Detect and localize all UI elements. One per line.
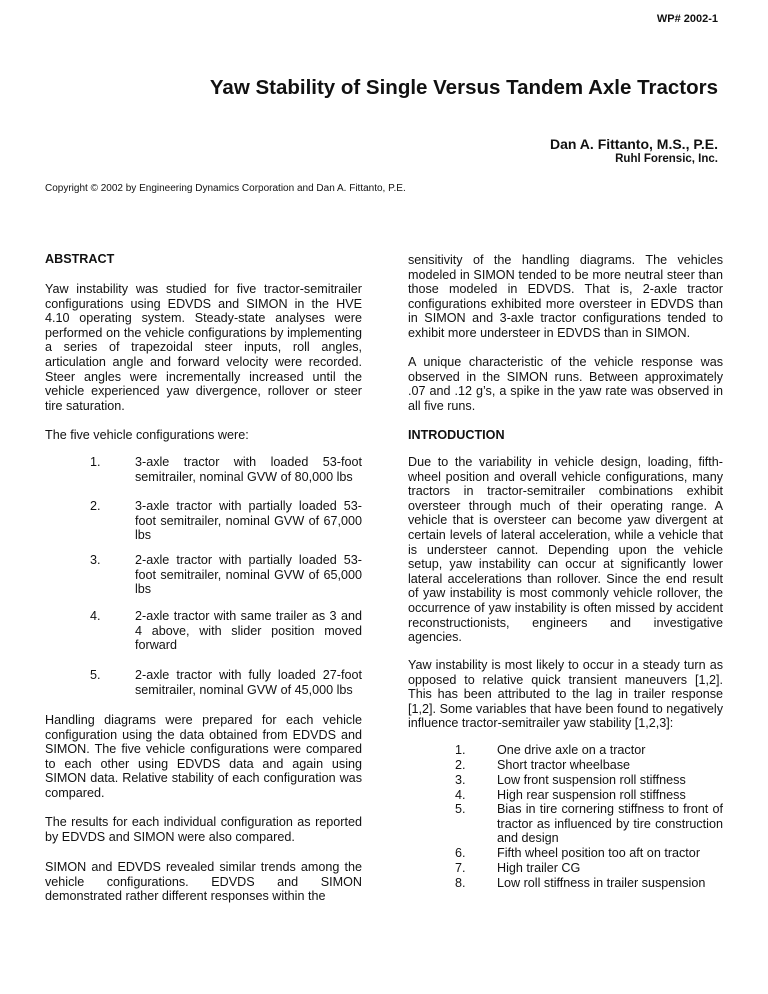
list-item: 3-axle tractor with partially loaded 53-foot semitrailer, nominal GVW of 67,000 lbs <box>135 499 362 543</box>
list-number: 1. <box>455 743 466 757</box>
list-number: 3. <box>455 773 466 787</box>
list-item: Short tractor wheelbase <box>497 758 631 772</box>
list-item: 3-axle tractor with loaded 53-foot semitrailer, nominal GVW of 80,000 lbs <box>135 455 362 484</box>
list-item: 2-axle tractor with same trailer as 3 and 4 above, with slider position moved forward <box>135 609 362 653</box>
list-number: 4. <box>90 609 101 623</box>
list-item: 2-axle tractor with fully loaded 27-foot semitrailer, nominal GVW of 45,000 lbs <box>135 668 362 697</box>
list-number: 2. <box>90 499 101 513</box>
abstract-paragraph: The results for each individual configuration as reported by EDVDS and SIMON were also compared. <box>45 815 362 844</box>
author: Dan A. Fittanto, M.S., P.E. <box>549 136 718 152</box>
list-number: 7. <box>455 861 466 875</box>
list-item: Low roll stiffness in trailer suspension <box>497 876 706 890</box>
list-item: One drive axle on a tractor <box>497 743 646 757</box>
list-number: 2. <box>455 758 466 772</box>
list-item: High trailer CG <box>497 861 581 875</box>
list-number: 4. <box>455 788 466 802</box>
abstract-paragraph: SIMON and EDVDS revealed similar trends among the vehicle configurations. EDVDS and SIMON demonstrated rather different responses within the <box>45 860 362 904</box>
list-number: 3. <box>90 553 101 567</box>
abstract-paragraph: sensitivity of the handling diagrams. The vehicles modeled in SIMON tended to be more neutral steer than those modeled in EDVDS. That is, 2-axle tractor configurations exhibited more oversteer in EDVDS than in SIMON and 3-axle tractor configurations tended to exhibit more understeer in EDVDS than in SIMON. <box>408 253 723 340</box>
abstract-paragraph: Handling diagrams were prepared for each vehicle configuration using the data obtained from EDVDS and SIMON. The five vehicle configurations were compared to each other using EDVDS data and again using SIMON data. Relative stability of each configuration was compared. <box>45 713 362 800</box>
document-id: WP# 2002-1 <box>656 13 718 25</box>
list-item: 2-axle tractor with partially loaded 53-foot semitrailer, nominal GVW of 65,000 lbs <box>135 553 362 597</box>
abstract-paragraph: The five vehicle configurations were: <box>45 428 249 442</box>
abstract-heading: ABSTRACT <box>45 252 115 266</box>
intro-paragraph: Due to the variability in vehicle design, loading, fifth-wheel position and overall vehicle configurations, many tractors in tractor-semitrailer combinations exhibit oversteer through much of their operating range. A vehicle that is oversteer can become yaw divergent at certain levels of lateral acceleration, while a vehicle that is understeer cannot. Depending upon the vehicle setup, yaw instability can occur at significantly lower lateral accelerations than rollover. Since the end result of yaw instability is most commonly vehicle rollover, the occurrence of yaw instability is often missed by accident reconstructionists, engineers and investigative agencies. <box>408 455 723 645</box>
affiliation: Ruhl Forensic, Inc. <box>615 153 718 165</box>
list-item: Fifth wheel position too aft on tractor <box>497 846 701 860</box>
list-item: Bias in tire cornering stiffness to front of tractor as influenced by tire construction and design <box>497 802 723 846</box>
introduction-heading: INTRODUCTION <box>408 428 505 442</box>
intro-paragraph: Yaw instability is most likely to occur in a steady turn as opposed to relative quick transient maneuvers [1,2]. This has been attributed to the lag in trailer response [1,2]. Some variables that have been found to negatively influence tractor-semitrailer yaw stability [1,2,3]: <box>408 658 723 731</box>
list-item: Low front suspension roll stiffness <box>497 773 686 787</box>
abstract-paragraph: A unique characteristic of the vehicle response was observed in the SIMON runs. Between approximately .07 and .12 g’s, a spike in the yaw rate was observed in all five runs. <box>408 355 723 413</box>
page-title: Yaw Stability of Single Versus Tandem Axle Tractors <box>209 76 718 99</box>
abstract-paragraph: Yaw instability was studied for five tractor-semitrailer configurations using EDVDS and SIMON in the HVE 4.10 operating system. Steady-state analyses were performed on the vehicle configurations by implementing a series of trapezoidal steer inputs, roll angles, articulation angle and forward velocity were recorded. Steer angles were incrementally increased until the vehicle experienced yaw divergence, rollover or steer tire saturation. <box>45 282 362 413</box>
list-number: 1. <box>90 455 101 469</box>
list-number: 5. <box>455 802 466 816</box>
list-item: High rear suspension roll stiffness <box>497 788 686 802</box>
copyright: Copyright © 2002 by Engineering Dynamics Corporation and Dan A. Fittanto, P.E. <box>45 183 406 194</box>
list-number: 6. <box>455 846 466 860</box>
list-number: 8. <box>455 876 466 890</box>
list-number: 5. <box>90 668 101 682</box>
